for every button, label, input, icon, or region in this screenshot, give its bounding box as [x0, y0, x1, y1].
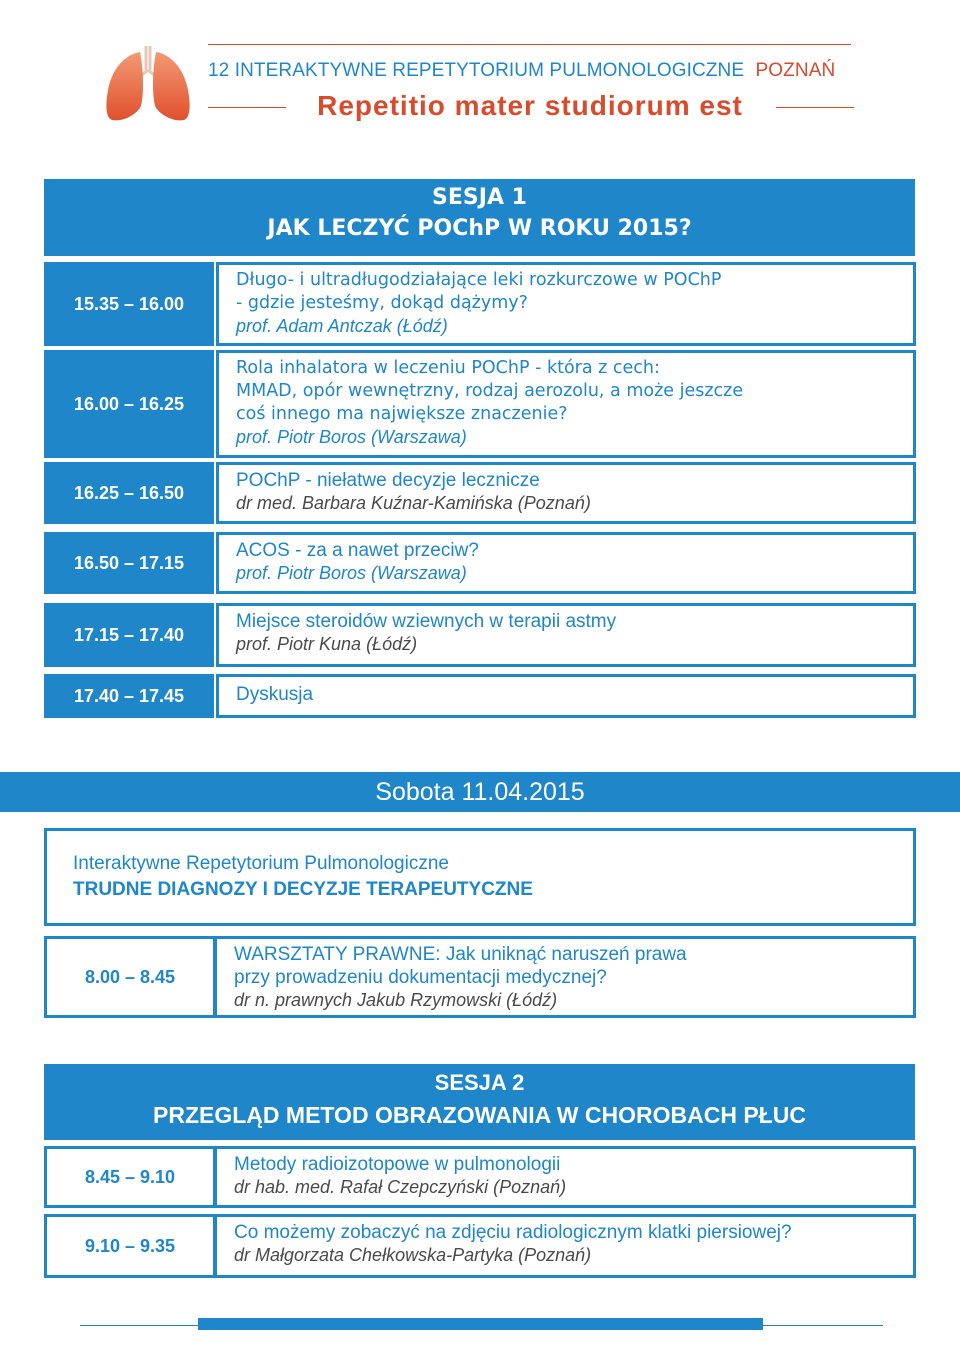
event-title-main: 12 INTERAKTYWNE REPETYTORIUM PULMONOLOGICZNE: [208, 60, 745, 81]
talk-title-line: MMAD, opór wewnętrzny, rodzaj aerozolu, a może jeszcze: [236, 381, 744, 401]
talk-title-line: Metody radioizotopowe w pulmonologii: [234, 1154, 561, 1175]
session1-banner: [44, 179, 915, 256]
talk-speaker: prof. Piotr Boros (Warszawa): [236, 427, 467, 447]
footer-bar: [198, 1318, 763, 1330]
time-slot: 17.40 – 17.45: [44, 674, 214, 718]
talk-title-line: Długo- i ultradługodziałające leki rozkurczowe w POChP: [236, 270, 722, 290]
event-title: [208, 60, 851, 82]
lungs-icon: [100, 42, 196, 124]
session2-label: SESJA 2: [434, 1070, 525, 1095]
day-banner: Sobota 11.04.2015: [0, 772, 960, 812]
talk-title-line: WARSZTATY PRAWNE: Jak uniknąć naruszeń prawa: [234, 944, 687, 965]
session1-title: JAK LECZYĆ POChP W ROKU 2015?: [267, 216, 692, 241]
workshop-card: [214, 936, 916, 1018]
talk-speaker: dr Małgorzata Chełkowska-Partyka (Poznań): [234, 1245, 592, 1265]
talk-card: [214, 1214, 916, 1278]
talk-speaker: prof. Piotr Boros (Warszawa): [236, 563, 467, 583]
talk-speaker: prof. Adam Antczak (Łódź): [236, 316, 448, 336]
time-slot: 16.50 – 17.15: [44, 532, 214, 594]
time-slot: 8.00 – 8.45: [44, 936, 216, 1018]
talk-title-line: Dyskusja: [236, 684, 314, 705]
talk-title-line: Rola inhalatora w leczeniu POChP - która z cech:: [236, 358, 660, 378]
motto: Repetitio mater studiorum est: [317, 90, 743, 121]
talk-title-line: Co możemy zobaczyć na zdjęciu radiologicznym klatki piersiowej?: [234, 1222, 792, 1243]
talk-speaker: dr n. prawnych Jakub Rzymowski (Łódź): [234, 990, 558, 1010]
talk-title-line: przy prowadzeniu dokumentacji medycznej?: [234, 967, 607, 988]
talk-card: [216, 674, 916, 718]
header-top-rule: [208, 44, 851, 45]
talk-card: [214, 1146, 916, 1208]
talk-title-line: ACOS - za a nawet przeciw?: [236, 540, 479, 561]
program-title: TRUDNE DIAGNOZY I DECYZJE TERAPEUTYCZNE: [73, 879, 533, 900]
time-slot: 8.45 – 9.10: [44, 1146, 216, 1208]
time-slot: 9.10 – 9.35: [44, 1214, 216, 1278]
session2-title: PRZEGLĄD METOD OBRAZOWANIA W CHOROBACH PŁUC: [153, 1102, 806, 1128]
time-slot: 17.15 – 17.40: [44, 603, 214, 667]
talk-speaker: dr hab. med. Rafał Czepczyński (Poznań): [234, 1177, 567, 1197]
lungs-logo: [100, 42, 196, 124]
talk-title-line: Miejsce steroidów wziewnych w terapii astmy: [236, 611, 617, 632]
session2-banner: [44, 1064, 915, 1140]
time-slot: 15.35 – 16.00: [44, 262, 214, 346]
talk-card: [216, 603, 916, 667]
event-city: POZNAŃ: [755, 60, 836, 81]
talk-card: [216, 462, 916, 524]
talk-title-line: - gdzie jesteśmy, dokąd dążymy?: [236, 293, 528, 313]
program-header-box: [44, 828, 916, 926]
motto-rule-right: [776, 107, 854, 108]
talk-speaker: prof. Piotr Kuna (Łódź): [236, 634, 418, 654]
time-slot: 16.25 – 16.50: [44, 462, 214, 524]
talk-title-line: coś innego ma największe znaczenie?: [236, 404, 568, 424]
talk-card: [216, 262, 916, 346]
motto-rule-left: [208, 107, 286, 108]
talk-title-line: POChP - niełatwe decyzje lecznicze: [236, 470, 540, 491]
time-slot: 16.00 – 16.25: [44, 350, 214, 458]
program-subtitle: Interaktywne Repetytorium Pulmonologiczne: [73, 853, 449, 874]
talk-card: [216, 350, 916, 458]
talk-card: [216, 532, 916, 594]
session1-label: SESJA 1: [432, 185, 527, 210]
talk-speaker: dr med. Barbara Kuźnar-Kamińska (Poznań): [236, 493, 591, 513]
